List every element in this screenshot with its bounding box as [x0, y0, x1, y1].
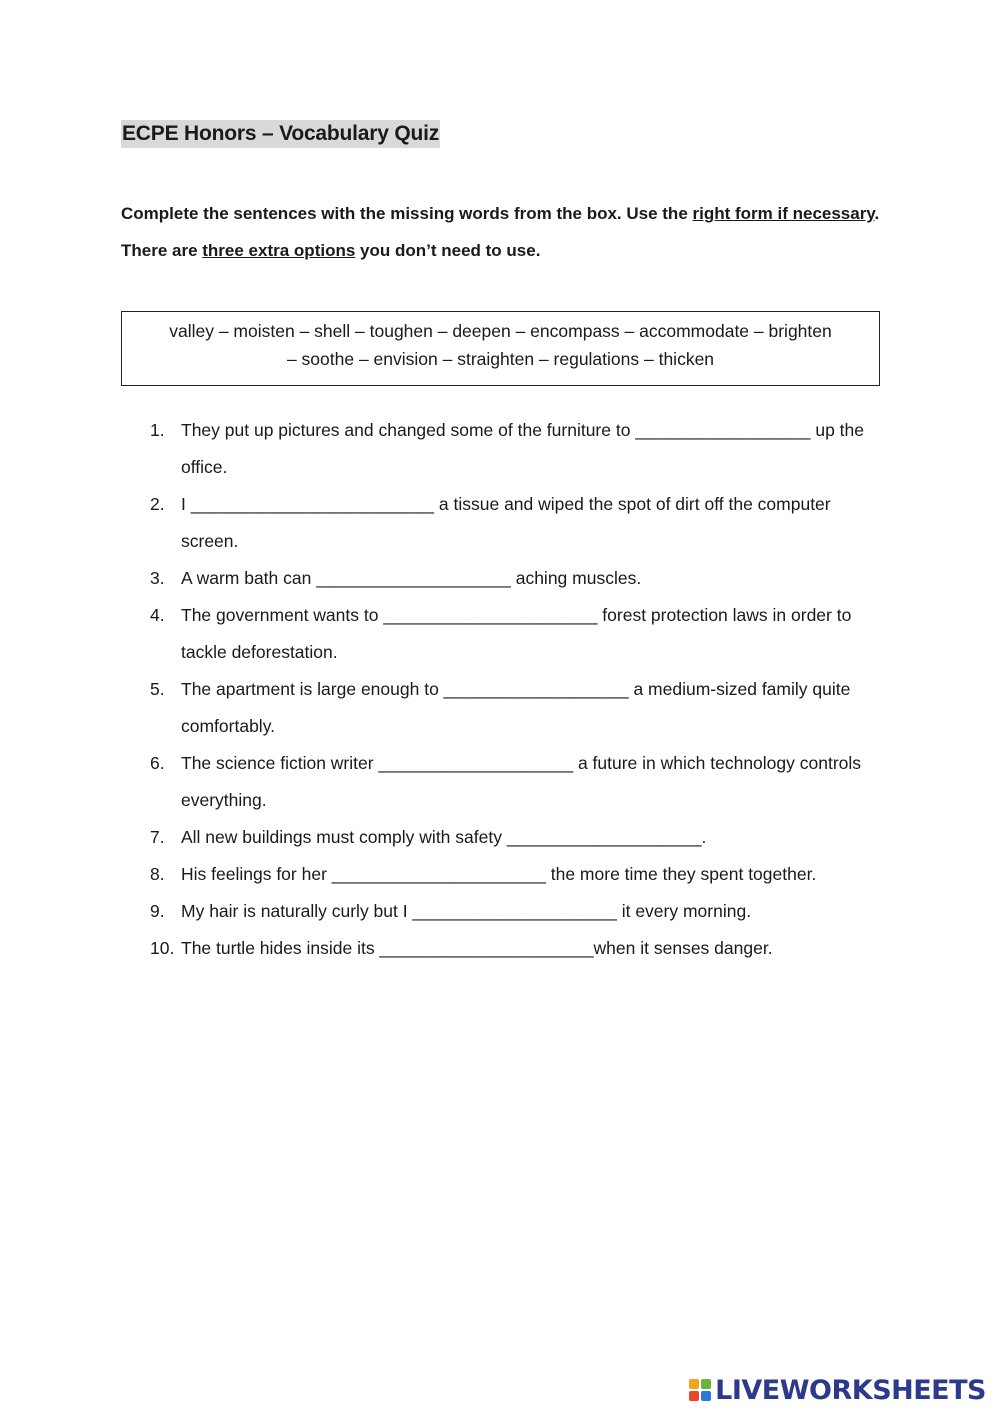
question-text: A warm bath can ____________________ aching muscles.: [181, 568, 642, 588]
question-text: His feelings for her ______________________ the more time they spent together.: [181, 864, 817, 884]
page-title: ECPE Honors – Vocabulary Quiz: [121, 120, 440, 148]
instructions-underline-2: three extra options: [202, 241, 356, 260]
question-number: 6.: [150, 753, 165, 773]
question-text: The science fiction writer ____________________ a future in which technology controls everything.: [181, 753, 862, 810]
question-number: 7.: [150, 827, 165, 847]
question-number: 3.: [150, 568, 165, 588]
question-number: 2.: [150, 494, 165, 514]
question-item: [150, 597, 885, 671]
question-item: [150, 560, 885, 597]
question-item: [150, 671, 885, 745]
question-text: My hair is naturally curly but I _____________________ it every morning.: [181, 901, 752, 921]
question-list: [150, 412, 885, 967]
logo-text: LIVEWORKSHEETS: [715, 1374, 986, 1406]
question-item: [150, 930, 885, 967]
word-box-line-2: – soothe – envision – straighten – regulations – thicken: [286, 349, 715, 369]
question-number: 1.: [150, 420, 165, 440]
question-text: All new buildings must comply with safety ____________________.: [181, 827, 707, 847]
question-number: 4.: [150, 605, 165, 625]
logo-square-3: [689, 1391, 699, 1401]
question-text: The turtle hides inside its ______________________when it senses danger.: [181, 938, 773, 958]
question-number: 10.: [150, 938, 175, 958]
question-item: [150, 893, 885, 930]
question-number: 5.: [150, 679, 165, 699]
instructions-text-2: . There are: [121, 204, 880, 260]
question-text: The apartment is large enough to ___________________ a medium-sized family quite comfortably.: [181, 679, 851, 736]
question-item: [150, 819, 885, 856]
question-item: [150, 412, 885, 486]
question-number: 9.: [150, 901, 165, 921]
question-item: [150, 745, 885, 819]
question-text: I _________________________ a tissue and wiped the spot of dirt off the computer screen.: [181, 494, 831, 551]
instructions-text-1: Complete the sentences with the missing words from the box. Use the: [121, 204, 693, 223]
question-item: [150, 486, 885, 560]
word-box-line-1: valley – moisten – shell – toughen – deepen – encompass – accommodate – brighten: [169, 321, 832, 341]
liveworksheets-logo-icon: [689, 1379, 711, 1401]
instructions-text-3: you don’t need to use.: [355, 241, 541, 260]
logo-square-1: [689, 1379, 699, 1389]
question-text: The government wants to ______________________ forest protection laws in order to tackle deforestation.: [181, 605, 852, 662]
logo-square-2: [701, 1379, 711, 1389]
liveworksheets-logo[interactable]: [689, 1370, 986, 1410]
instructions: [121, 195, 881, 269]
logo-square-4: [701, 1391, 711, 1401]
question-item: [150, 856, 885, 893]
question-number: 8.: [150, 864, 165, 884]
word-box: [121, 311, 880, 386]
question-text: They put up pictures and changed some of the furniture to __________________ up the office.: [181, 420, 865, 477]
instructions-underline-1: right form if necessary: [692, 204, 875, 223]
